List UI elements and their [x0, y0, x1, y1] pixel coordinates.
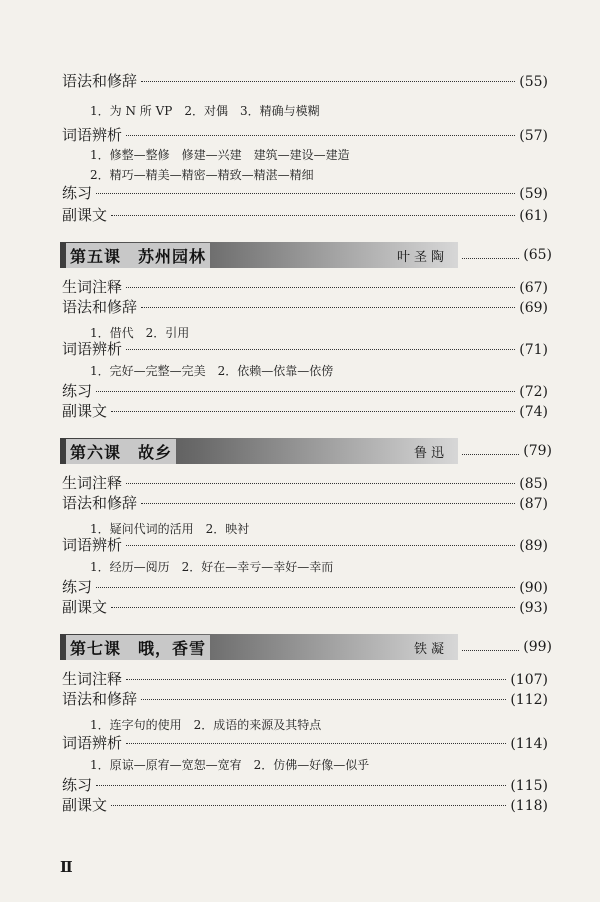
toc-entry[interactable] [62, 338, 548, 359]
dot-leader [126, 349, 515, 350]
toc-entry-page: (87) [519, 496, 548, 512]
dot-leader [126, 679, 506, 680]
dot-leader [126, 483, 515, 484]
dot-leader [111, 805, 506, 806]
toc-subtopics: 1．疑问代词的活用 2．映衬 [90, 522, 250, 536]
toc-entry[interactable] [62, 70, 548, 91]
toc-entry-title: 副课文 [62, 402, 108, 420]
toc-entry-title: 练习 [62, 184, 93, 202]
dot-leader [111, 411, 515, 412]
toc-entry-title: 生词注释 [62, 670, 123, 688]
toc-entry-page: (115) [510, 778, 548, 794]
toc-entry-title: 词语辨析 [62, 536, 123, 554]
toc-entry[interactable] [62, 492, 548, 513]
toc-entry-page: (89) [519, 538, 548, 554]
toc-entry-title: 练习 [62, 382, 93, 400]
toc-entry[interactable] [62, 276, 548, 297]
dot-leader [141, 699, 506, 700]
toc-entry-page: (74) [519, 404, 548, 420]
toc-entry-title: 语法和修辞 [62, 298, 138, 316]
dot-leader [96, 193, 515, 194]
lesson-title: 第五课 苏州园林 [66, 243, 210, 268]
lesson-heading[interactable] [60, 438, 552, 464]
toc-entry-title: 词语辨析 [62, 340, 123, 358]
toc-entry-title: 副课文 [62, 206, 108, 224]
toc-entry-page: (90) [519, 580, 548, 596]
toc-entry[interactable] [62, 688, 548, 709]
toc-entry-title: 生词注释 [62, 474, 123, 492]
toc-entry-page: (57) [519, 128, 548, 144]
dot-leader [126, 545, 515, 546]
toc-entry[interactable] [62, 576, 548, 597]
dot-leader [96, 587, 515, 588]
toc-subtopics: 1．经历—阅历 2．好在—幸亏—幸好—幸而 [90, 560, 334, 574]
toc-entry-title: 语法和修辞 [62, 72, 138, 90]
lesson-page: (65) [523, 247, 552, 263]
page-number: Ⅱ [60, 858, 73, 876]
toc-entry[interactable] [62, 534, 548, 555]
toc-subtopics: 1．完好—完整—完美 2．依赖—依靠—依傍 [90, 364, 334, 378]
toc-subtopics: 1．连字句的使用 2．成语的来源及其特点 [90, 718, 322, 732]
toc-entry-page: (107) [510, 672, 548, 688]
toc-entry-title: 练习 [62, 776, 93, 794]
toc-entry-title: 副课文 [62, 598, 108, 616]
lesson-banner [60, 242, 458, 268]
lesson-title: 第六课 故乡 [66, 439, 176, 464]
lesson-banner [60, 634, 458, 660]
toc-entry[interactable] [62, 182, 548, 203]
toc-entry-title: 语法和修辞 [62, 690, 138, 708]
toc-entry[interactable] [62, 732, 548, 753]
dot-leader [126, 743, 506, 744]
dot-leader [462, 258, 519, 259]
toc-entry-page: (67) [519, 280, 548, 296]
lesson-author: 鲁迅 [413, 445, 448, 461]
dot-leader [96, 391, 515, 392]
toc-entry-page: (112) [510, 692, 548, 708]
lesson-author: 叶圣陶 [396, 249, 448, 265]
toc-entry-title: 词语辨析 [62, 734, 123, 752]
toc-entry[interactable] [62, 124, 548, 145]
toc-entry-page: (59) [519, 186, 548, 202]
toc-entry[interactable] [62, 296, 548, 317]
dot-leader [126, 287, 515, 288]
lesson-page: (99) [523, 639, 552, 655]
dot-leader [126, 135, 515, 136]
dot-leader [141, 81, 515, 82]
toc-entry[interactable] [62, 380, 548, 401]
dot-leader [462, 454, 519, 455]
dot-leader [111, 607, 515, 608]
dot-leader [96, 785, 506, 786]
lesson-heading[interactable] [60, 634, 552, 660]
toc-entry-page: (61) [519, 208, 548, 224]
toc-entry-page: (114) [510, 736, 548, 752]
toc-subtopics: 1．为 N 所 VP 2．对偶 3．精确与模糊 [90, 104, 320, 118]
toc-entry[interactable] [62, 596, 548, 617]
toc-entry-page: (71) [519, 342, 548, 358]
toc-entry-title: 语法和修辞 [62, 494, 138, 512]
toc-entry[interactable] [62, 794, 548, 815]
toc-entry[interactable] [62, 472, 548, 493]
dot-leader [111, 215, 515, 216]
toc-entry-page: (93) [519, 600, 548, 616]
dot-leader [141, 503, 515, 504]
toc-subtopics: 1．借代 2．引用 [90, 326, 190, 340]
lesson-title: 第七课 哦，香雪 [66, 635, 210, 660]
toc-entry-title: 生词注释 [62, 278, 123, 296]
toc-subtopics: 1．原谅—原宥—宽恕—宽宥 2．仿佛—好像—似乎 [90, 758, 370, 772]
toc-entry-title: 副课文 [62, 796, 108, 814]
toc-entry-page: (72) [519, 384, 548, 400]
toc-entry-title: 练习 [62, 578, 93, 596]
dot-leader [141, 307, 515, 308]
toc-entry-page: (85) [519, 476, 548, 492]
lesson-author: 铁凝 [413, 641, 448, 657]
toc-entry-page: (118) [510, 798, 548, 814]
toc-entry[interactable] [62, 668, 548, 689]
dot-leader [462, 650, 519, 651]
lesson-heading[interactable] [60, 242, 552, 268]
toc-entry-title: 词语辨析 [62, 126, 123, 144]
toc-subtopics: 2．精巧—精美—精密—精致—精湛—精细 [90, 168, 314, 182]
lesson-banner [60, 438, 458, 464]
toc-entry[interactable] [62, 400, 548, 421]
toc-entry-page: (69) [519, 300, 548, 316]
toc-subtopics: 1．修整—整修 修建—兴建 建筑—建设—建造 [90, 148, 350, 162]
toc-entry-page: (55) [519, 74, 548, 90]
toc-entry[interactable] [62, 774, 548, 795]
lesson-page: (79) [523, 443, 552, 459]
toc-entry[interactable] [62, 204, 548, 225]
